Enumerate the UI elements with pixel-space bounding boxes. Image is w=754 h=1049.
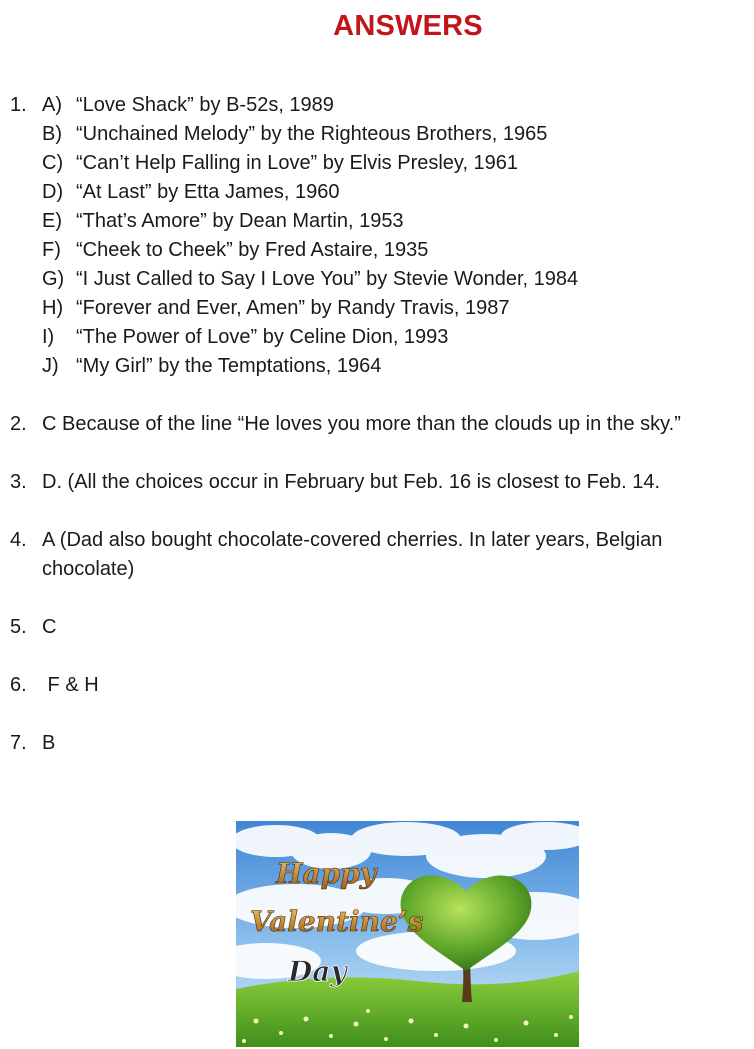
item-text: “Cheek to Cheek” by Fred Astaire, 1935 [76, 239, 429, 261]
item-text: “At Last” by Etta James, 1960 [76, 181, 340, 203]
answer-5 [0, 613, 754, 642]
item-letter: D) [42, 181, 64, 203]
answer-1-item-f [42, 236, 754, 265]
greeting-line-1: Happy [276, 857, 377, 890]
item-text: “I Just Called to Say I Love You” by Stevie Wonder, 1984 [76, 268, 579, 290]
answer-1-item-i [42, 323, 754, 352]
answer-number: 3. [10, 471, 27, 493]
item-letter: I) [42, 326, 55, 348]
answer-7 [0, 729, 754, 758]
greeting-line-2: Valentine’s [250, 905, 424, 938]
item-letter: A) [42, 94, 62, 116]
answer-1-item-g [42, 265, 754, 294]
item-text: “The Power of Love” by Celine Dion, 1993 [76, 326, 449, 348]
answer-number: 4. [10, 529, 27, 551]
item-text: “Forever and Ever, Amen” by Randy Travis, 1987 [76, 297, 510, 319]
answer-number: 2. [10, 413, 27, 435]
valentine-image [236, 821, 579, 1047]
answer-text: A (Dad also bought chocolate-covered cherries. In later years, Belgian chocolate) [42, 529, 663, 580]
item-letter: J) [42, 355, 59, 377]
item-text: “Can’t Help Falling in Love” by Elvis Presley, 1961 [76, 152, 519, 174]
greeting-line-3: Day [288, 955, 347, 988]
answer-text: B [42, 732, 56, 754]
item-letter: G) [42, 268, 65, 290]
answer-1-item-h [42, 294, 754, 323]
item-letter: E) [42, 210, 62, 232]
answer-1 [0, 91, 754, 381]
answer-text: D. (All the choices occur in February but Feb. 16 is closest to Feb. 14. [42, 471, 661, 493]
item-text: “That’s Amore” by Dean Martin, 1953 [76, 210, 404, 232]
item-text: “My Girl” by the Temptations, 1964 [76, 355, 382, 377]
answer-number: 6. [10, 674, 27, 696]
item-text: “Unchained Melody” by the Righteous Brothers, 1965 [76, 123, 548, 145]
item-letter: F) [42, 239, 61, 261]
answer-1-item-a [42, 91, 754, 120]
answer-text: C [42, 616, 57, 638]
answer-1-item-c [42, 149, 754, 178]
item-letter: C) [42, 152, 64, 174]
item-text: “Love Shack” by B-52s, 1989 [76, 94, 334, 116]
answer-1-item-j [42, 352, 754, 381]
answer-1-item-b [42, 120, 754, 149]
answer-4 [0, 526, 754, 584]
answer-1-item-d [42, 178, 754, 207]
answer-text: F & H [42, 674, 99, 696]
item-letter: B) [42, 123, 62, 145]
answer-6 [0, 671, 754, 700]
answer-number: 5. [10, 616, 27, 638]
page-title: ANSWERS [333, 10, 483, 42]
item-letter: H) [42, 297, 64, 319]
answer-2 [0, 410, 754, 439]
answer-1-item-e [42, 207, 754, 236]
answer-list [0, 91, 754, 758]
answer-number: 7. [10, 732, 27, 754]
answer-3 [0, 468, 754, 497]
answer-number: 1. [10, 94, 27, 116]
answer-text: C Because of the line “He loves you more than the clouds up in the sky.” [42, 413, 681, 435]
